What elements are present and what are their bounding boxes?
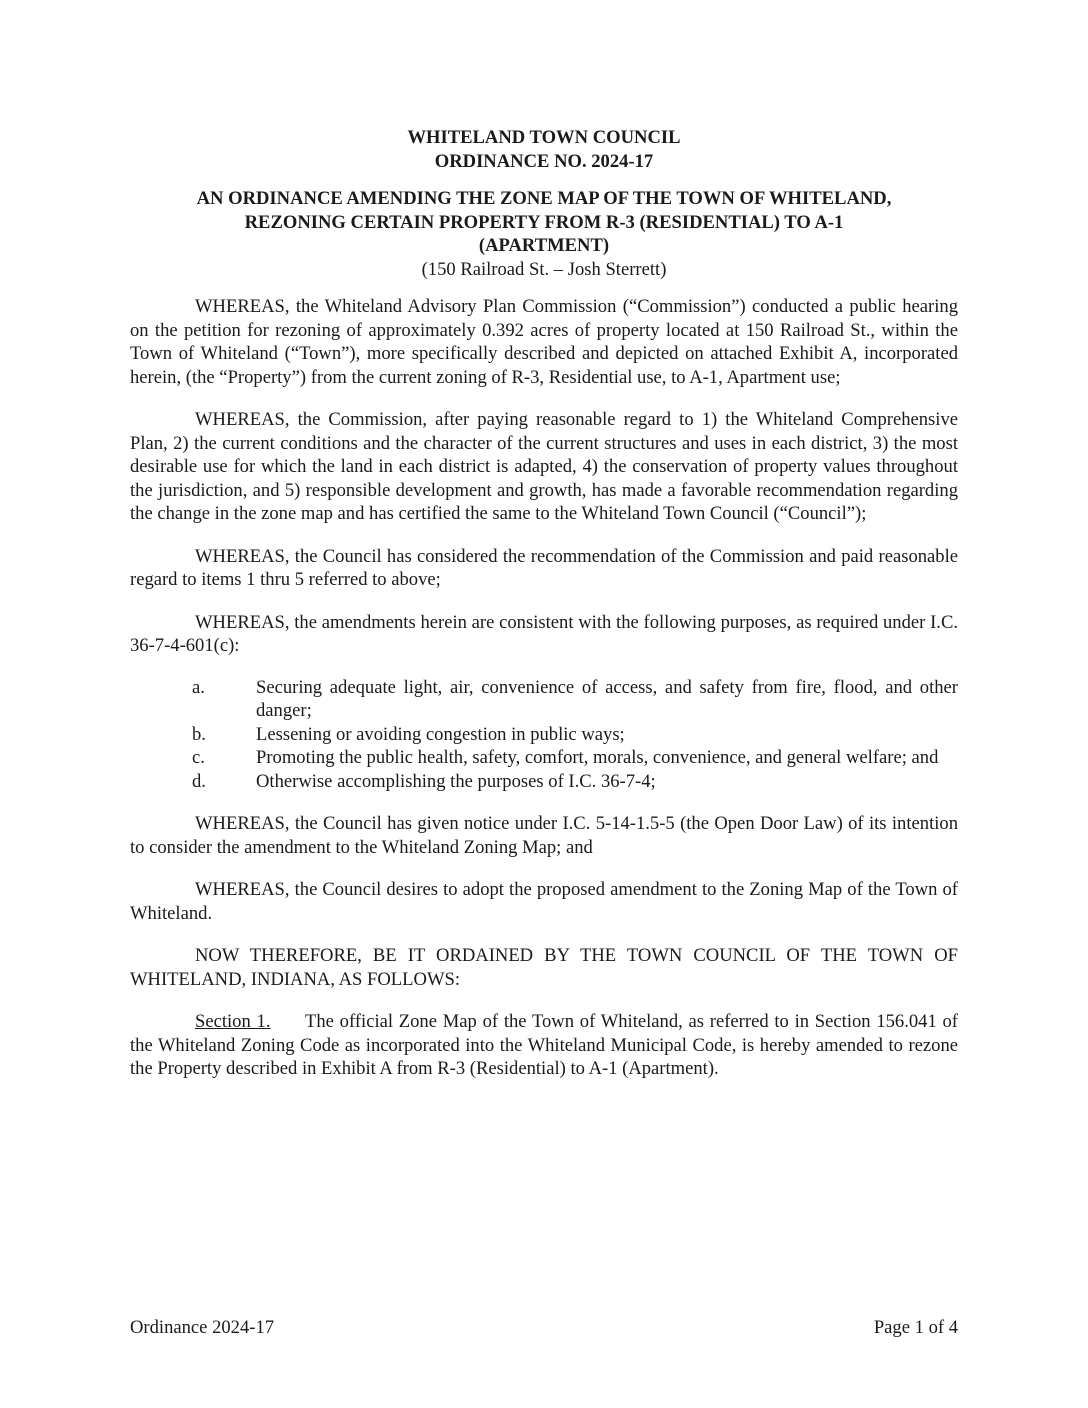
list-marker: c.: [192, 747, 205, 768]
ordained-paragraph: NOW THEREFORE, BE IT ORDAINED BY THE TOWN COUNCIL OF THE TOWN OF WHITELAND, INDIANA, AS FOLLOWS:: [130, 945, 958, 990]
ordinance-number: ORDINANCE NO. 2024-17: [434, 150, 654, 172]
list-text: Lessening or avoiding congestion in public ways;: [256, 723, 625, 745]
whereas-paragraph-1: WHEREAS, the Whiteland Advisory Plan Commission (“Commission”) conducted a public hearing on the petition for rezoning of approximately 0.392 acres of property located at 150 Railroad St., within the Town of Whiteland (“Town”), more specifically described and depicted on attached Exhibit A, incorporated herein, (the “Property”) from the current zoning of R-3, Residential use, to A-1, Apartment use;: [130, 296, 958, 388]
whereas-paragraph-4: WHEREAS, the amendments herein are consistent with the following purposes, as required under I.C. 36-7-4-601(c):: [130, 611, 958, 656]
council-name: WHITELAND TOWN COUNCIL: [407, 127, 681, 148]
list-marker: b.: [192, 723, 206, 745]
list-item: [192, 723, 958, 747]
section-1: [130, 1010, 958, 1081]
purposes-list: [192, 676, 958, 794]
list-text: Promoting the public health, safety, comfort, morals, convenience, and general welfare; and: [256, 747, 939, 768]
list-marker: a.: [192, 676, 205, 698]
whereas-paragraph-3: WHEREAS, the Council has considered the recommendation of the Commission and paid reasonable regard to items 1 thru 5 referred to above;: [130, 545, 958, 590]
title-line-2: REZONING CERTAIN PROPERTY FROM R-3 (RESIDENTIAL) TO A-1: [244, 211, 844, 233]
footer-ordinance: Ordinance 2024-17: [130, 1317, 275, 1338]
section-1-label: Section 1.: [195, 1011, 271, 1032]
footer-page-number: Page 1 of 4: [873, 1317, 958, 1338]
title-line-3: (APARTMENT): [478, 235, 610, 256]
list-item: [192, 746, 958, 770]
list-item: [192, 676, 958, 723]
whereas-paragraph-5: WHEREAS, the Council has given notice under I.C. 5-14-1.5-5 (the Open Door Law) of its intention to consider the amendment to the Whiteland Zoning Map; and: [130, 813, 958, 858]
list-marker: d.: [192, 770, 206, 792]
list-item: [192, 770, 958, 794]
ordinance-title: [130, 187, 958, 281]
document-body: [130, 118, 958, 1081]
whereas-paragraph-2: WHEREAS, the Commission, after paying reasonable regard to 1) the Whiteland Comprehensive Plan, 2) the current conditions and the character of the current structures and uses in each district, 3) the most desirable use for which the land in each district is adapted, 4) the conservation of property values throughout the jurisdiction, and 5) responsible development and growth, has made a favorable recommendation regarding the change in the zone map and has certified the same to the Whiteland Town Council (“Council”);: [130, 409, 958, 524]
list-text: Securing adequate light, air, convenience of access, and safety from fire, flood, and other danger;: [256, 676, 958, 721]
title-subtitle: (150 Railroad St. – Josh Sterrett): [421, 258, 667, 280]
document-header: [130, 126, 958, 173]
whereas-paragraph-6: WHEREAS, the Council desires to adopt the proposed amendment to the Zoning Map of the Town of Whiteland.: [130, 879, 958, 924]
title-line-1: AN ORDINANCE AMENDING THE ZONE MAP OF THE TOWN OF WHITELAND,: [196, 188, 892, 209]
page-footer: [130, 1317, 958, 1339]
section-1-text: The official Zone Map of the Town of Whiteland, as referred to in Section 156.041 of the Whiteland Zoning Code as incorporated into the Whiteland Municipal Code, is hereby amended to rezone the Property described in Exhibit A from R-3 (Residential) to A-1 (Apartment).: [130, 1011, 959, 1079]
list-text: Otherwise accomplishing the purposes of I.C. 36-7-4;: [256, 770, 656, 792]
